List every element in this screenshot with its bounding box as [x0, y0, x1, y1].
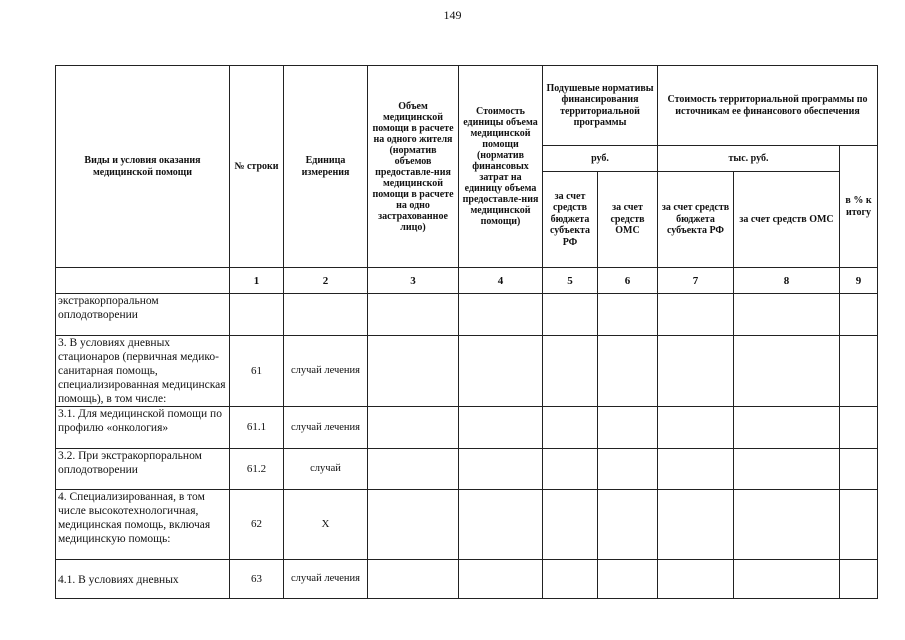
empty-cell — [543, 449, 598, 490]
row-unit: случай — [284, 449, 368, 490]
row-unit: случай лечения — [284, 407, 368, 449]
table-row — [56, 407, 878, 449]
empty-cell — [598, 294, 658, 336]
header-volume: Объем медицинской помощи в расчете на одного жителя (норматив объемов предоставле-ния медицинской помощи в расчете на одно застрахованное лицо) — [368, 66, 459, 268]
header-unit-cost: Стоимость единицы объема медицинской помощи (норматив финансовых затрат на единицу объема предоставле-ния медицинской помощи) — [459, 66, 543, 268]
header-per-capita: Подушевые нормативы финансирования территориальной программы — [543, 66, 658, 146]
empty-cell — [459, 336, 543, 407]
header-unit: Единица измерения — [284, 66, 368, 268]
header-program-cost: Стоимость территориальной программы по источникам ее финансового обеспечения — [658, 66, 878, 146]
header-rub: руб. — [543, 146, 658, 172]
row-number: 63 — [230, 560, 284, 599]
row-unit — [284, 294, 368, 336]
row-number: 61.1 — [230, 407, 284, 449]
empty-cell — [459, 449, 543, 490]
row-description: экстракорпоральном оплодотворении — [56, 294, 230, 336]
header-percent-total: в % к итогу — [840, 146, 878, 268]
table-row — [56, 294, 878, 336]
column-number: 7 — [658, 268, 734, 294]
column-number-row — [56, 268, 878, 294]
column-number: 9 — [840, 268, 878, 294]
row-number: 62 — [230, 490, 284, 560]
empty-cell — [840, 294, 878, 336]
empty-cell — [734, 490, 840, 560]
header-thous-rub: тыс. руб. — [658, 146, 840, 172]
header-cost-budget: за счет средств бюджета субъекта РФ — [658, 172, 734, 268]
row-description: 4.1. В условиях дневных — [56, 560, 230, 599]
column-number: 1 — [230, 268, 284, 294]
empty-cell — [658, 560, 734, 599]
column-number — [56, 268, 230, 294]
empty-cell — [459, 490, 543, 560]
row-number: 61 — [230, 336, 284, 407]
empty-cell — [543, 294, 598, 336]
financing-table — [55, 65, 878, 599]
header-cost-oms: за счет средств ОМС — [734, 172, 840, 268]
empty-cell — [734, 336, 840, 407]
row-description: 3.1. Для медицинской помощи по профилю «онкология» — [56, 407, 230, 449]
empty-cell — [543, 407, 598, 449]
column-number: 4 — [459, 268, 543, 294]
row-unit: случай лечения — [284, 336, 368, 407]
empty-cell — [459, 560, 543, 599]
empty-cell — [368, 294, 459, 336]
row-description: 4. Специализированная, в том числе высокотехнологичная, медицинская помощь, включая медицинскую помощь: — [56, 490, 230, 560]
column-number: 2 — [284, 268, 368, 294]
empty-cell — [598, 560, 658, 599]
empty-cell — [658, 490, 734, 560]
column-number: 5 — [543, 268, 598, 294]
empty-cell — [734, 407, 840, 449]
empty-cell — [840, 336, 878, 407]
page-number: 149 — [443, 8, 462, 22]
empty-cell — [543, 490, 598, 560]
table-row — [56, 449, 878, 490]
empty-cell — [543, 560, 598, 599]
empty-cell — [459, 407, 543, 449]
empty-cell — [598, 490, 658, 560]
column-number: 8 — [734, 268, 840, 294]
empty-cell — [368, 449, 459, 490]
column-number: 6 — [598, 268, 658, 294]
empty-cell — [368, 560, 459, 599]
row-description: 3.2. При экстракорпоральном оплодотворении — [56, 449, 230, 490]
table-row — [56, 490, 878, 560]
empty-cell — [840, 490, 878, 560]
empty-cell — [598, 407, 658, 449]
row-number — [230, 294, 284, 336]
row-description: 3. В условиях дневных стационаров (первичная медико-санитарная помощь, специализированная медицинская помощь), в том числе: — [56, 336, 230, 407]
empty-cell — [543, 336, 598, 407]
empty-cell — [734, 449, 840, 490]
empty-cell — [598, 449, 658, 490]
empty-cell — [734, 294, 840, 336]
header-per-capita-oms: за счет средств ОМС — [598, 172, 658, 268]
row-unit: X — [284, 490, 368, 560]
empty-cell — [734, 560, 840, 599]
table-row — [56, 560, 878, 599]
empty-cell — [368, 336, 459, 407]
empty-cell — [840, 449, 878, 490]
header-type-of-care: Виды и условия оказания медицинской помощи — [56, 66, 230, 268]
header-per-capita-budget: за счет средств бюджета субъекта РФ — [543, 172, 598, 268]
header-row-number: № строки — [230, 66, 284, 268]
empty-cell — [840, 407, 878, 449]
empty-cell — [368, 407, 459, 449]
empty-cell — [459, 294, 543, 336]
empty-cell — [658, 449, 734, 490]
empty-cell — [658, 336, 734, 407]
table-row — [56, 336, 878, 407]
row-unit: случай лечения — [284, 560, 368, 599]
empty-cell — [598, 336, 658, 407]
row-number: 61.2 — [230, 449, 284, 490]
empty-cell — [658, 294, 734, 336]
empty-cell — [658, 407, 734, 449]
column-number: 3 — [368, 268, 459, 294]
empty-cell — [368, 490, 459, 560]
empty-cell — [840, 560, 878, 599]
